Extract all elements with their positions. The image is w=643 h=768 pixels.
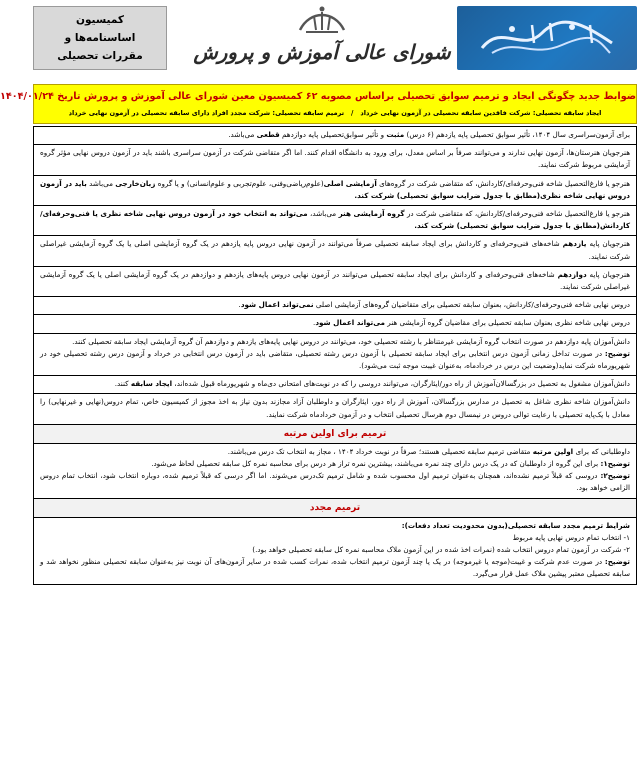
rule-item (33, 126, 637, 145)
rule-text: (علوم‌ریاضی‌وفنی، علوم‌تجربی و علوم‌انسانی) و یا گروه (155, 178, 324, 188)
rule-text: دانش‌آموزان مشغول به تحصیل در بزرگسالان‌آموزش از راه دور/ایثارگران، می‌توانند دروسی را که در نوبت‌های امتحانی دی‌ماه و شهریورماه قبول شده‌اند، (172, 379, 630, 389)
rule-emphasis: باید در آزمون دروس نهایی شاخه نظری(مطابق با جدول ضرایب سوابق تحصیلی) شرکت کند. (40, 178, 630, 200)
rule-text: می‌باشد. (228, 130, 257, 139)
rule-emphasis: می‌تواند اعمال شود (315, 318, 385, 328)
condition-item: ۲- شرکت در آزمون تمام دروس انتخاب شده (نمرات اخذ شده در این آزمون ملاک محاسبه نمره کل سابقه تحصیلی خواهد بود.) (252, 545, 630, 555)
subtitle-separator: / (351, 109, 354, 117)
note-text: در صورت عدم شرکت و غیبت(موجه یا غیرموجه) در یک یا چند آزمون ترمیم انتخاب شده، نمرات کسب شده در سایر آزمون‌های آن نوبت نیز به‌عنوان سابقه تحصیلی منظور نخواهد شد و سابقه تحصیلی معتبر پیشین ملاک عمل قرار می‌گیرد. (40, 557, 630, 579)
rule-text: داوطلبانی که برای (573, 446, 630, 456)
rule-item (33, 315, 637, 333)
commission-line: مقررات تحصیلی (57, 50, 143, 62)
rule-item (33, 267, 637, 297)
note-label: توضیح: (604, 348, 630, 358)
council-logo (457, 6, 637, 70)
rule-item (33, 376, 637, 394)
rule-text: هنرجویان پایه (586, 269, 630, 279)
rule-emphasis: ایجاد سابقه (130, 379, 173, 389)
rule-text: برای آزمون‌سراسری سال ۱۴۰۴، تأثیر سوابق تحصیلی پایه یازدهم (۶ درس) (404, 130, 630, 139)
rule-text: شاخه‌های فنی‌وحرفه‌ای و کاردانش برای ایجاد سابقه تحصیلی صرفاً می‌توانند در آزمون نهایی دروس پایه یازدهم در یک گروه آزمایشی اصلی یا یک گروه آزمایشی غیراصلی شرکت نمایند. (40, 239, 630, 261)
title-banner (0, 84, 637, 124)
rule-text: می‌باشد، (307, 209, 339, 219)
center-brand (177, 4, 467, 80)
rule-text: هنرجو یا فارغ‌التحصیل شاخه فنی‌وحرفه‌ای/کاردانش، که متقاضی شرکت در (404, 209, 630, 219)
rule-emphasis: یازدهم (562, 239, 587, 249)
calligraphy-logo-icon (472, 13, 622, 63)
rule-item (33, 334, 637, 377)
conditions-title: شرایط ترمیم مجدد سابقه تحصیلی(بدون محدودیت تعداد دفعات): (401, 520, 630, 530)
rule-emphasis: اولین مرتبه (532, 446, 574, 456)
condition-item: ۱- انتخاب تمام دروس نهایی پایه مربوط (512, 532, 630, 542)
note-label: توضیح۱: (600, 459, 630, 469)
rule-emphasis: نمی‌تواند اعمال شود (240, 300, 314, 310)
rule-item (33, 297, 637, 315)
subtitle-repair: ترمیم سابقه تحصیلی: شرکت مجدد افراد دارای سابقه تحصیلی در آزمون نهایی خرداد (68, 109, 345, 117)
rule-item (33, 394, 637, 424)
commission-box (33, 6, 167, 70)
rule-emphasis: مثبت (386, 130, 405, 139)
rule-text: کنند. (114, 379, 131, 389)
rule-text: می‌باشد (86, 178, 116, 188)
note-text: در صورت تداخل زمانی آزمون درس انتخابی برای ایجاد سابقه تحصیلی با آزمون درس رشته تحصیلی، متقاضی باید در آزمون درس انتخابی در خرداد و آزمون درس رشته تحصیلی خود در شهریورماه شرکت نماید(وضعیت این درس در خردادماه، به‌عنوان غیبت موجه ثبت می‌شود). (40, 348, 630, 371)
rule-text: و تأثیر سوابق‌تحصیلی پایه دوازدهم (279, 130, 387, 139)
page-header (27, 0, 643, 84)
rule-text: دانش‌آموزان شاخه نظری شاغل به تحصیل در مدارس بزرگسالان، آموزش از راه دور، ایثارگران و داوطلبان آزاد مجازند بدون نیاز به اخذ مجوز از کمیسیون خاص، تمام دروس(نهایی و غیرنهایی) را معادل با یک‌پایه تحصیلی با رعایت توالی دروس در نیمسال دوم هرسال تحصیلی انتخاب و در آزمون خردادماه شرکت نمایند. (40, 397, 630, 419)
rule-text: دروس نهایی شاخه فنی‌وحرفه‌ای/کاردانش، بعنوان سابقه تحصیلی برای متقاضیان گروه‌های آزمایشی اصلی (313, 300, 630, 310)
title-subtitle (34, 106, 636, 120)
note-text: دروسی که قبلاً ترمیم نشده‌اند، همچنان به‌عنوان ترمیم اول محسوب شده و شامل ترمیم تک‌درس می‌شوند. اما اگر درسی که قبلاً ترمیم شده، دوباره انتخاب شود، انتخاب تمام دروس الزامی خواهد بود. (40, 471, 630, 493)
brand-title: شورای عالی آموزش و پرورش (193, 40, 451, 64)
rule-item (33, 236, 637, 266)
rule-item (33, 206, 637, 236)
rule-text: دانش‌آموزان پایه دوازدهم در صورت انتخاب گروه آزمایشی غیرمتناظر با رشته تحصیلی خود، می‌توانند در دروس نهایی پایه‌های یازدهم و دوازدهم آن گروه آزمایشی ایجاد سابقه تحصیلی کنند. (72, 336, 630, 346)
rule-emphasis: زبان‌خارجی (115, 178, 156, 188)
rule-emphasis: دوازدهم (557, 269, 587, 279)
repeat-repair-body (33, 518, 637, 585)
rule-text: دروس نهایی شاخه نظری بعنوان سابقه تحصیلی برای مقاضیان گروه آزمایشی هنر (384, 318, 630, 328)
subtitle-create: ایجاد سابقه تحصیلی: شرکت فاقدین سابقه تحصیلی در آزمون نهایی خرداد (360, 109, 602, 117)
section-heading-repeat-repair: ترمیم مجدد (33, 499, 637, 518)
note-label: توضیح: (604, 557, 630, 567)
rules-list (33, 126, 637, 585)
commission-line: اساسنامه‌ها و (64, 32, 136, 44)
first-repair-body (33, 444, 637, 499)
note-label: توضیح۲: (600, 471, 630, 481)
rule-text: هنرجویان هنرستان‌ها، آزمون نهایی ندارند و می‌توانند صرفاً بر اساس معدل، برای ورود به دانشگاه اقدام کنند. اما اگر متقاضی شرکت در آزمون سراسری باشند باید در آزمون دروس نهایی مؤثر گروه آزمایشی مربوط شرکت نمایند. (40, 148, 630, 170)
rule-emphasis: می‌تواند به انتخاب خود در آزمون دروس نهایی شاخه نظری یا فنی‌وحرفه‌ای/کاردانش(مطابق با جدول ضرایب سوابق تحصیلی) شرکت کند. (40, 209, 630, 231)
rule-item (33, 176, 637, 206)
commission-line: کمیسیون (76, 14, 124, 26)
rule-item (33, 145, 637, 175)
rule-text: متقاضی ترمیم سابقه تحصیلی هستند؛ صرفاً در نوبت خرداد ۱۴۰۴ ، مجاز به انتخاب تک درس می‌باشند. (227, 446, 533, 456)
rule-text: . (238, 300, 241, 310)
rule-text: . (313, 318, 316, 328)
rule-text: هنرجو یا فارغ‌التحصیل شاخه فنی‌وحرفه‌ای/کاردانش، که متقاضی شرکت در گروه‌های (376, 178, 630, 188)
document-title: ضوابط جدید چگونگی ایجاد و ترمیم سوابق تحصیلی براساس مصوبه ۶۲ کمیسیون معین شورای عالی آموزش و پرورش تاریخ ۱۴۰۴/۰۱/۲۴ (0, 91, 636, 102)
rule-text: شاخه‌های فنی‌وحرفه‌ای و کاردانش برای ایجاد سابقه تحصیلی می‌توانند در آزمون نهایی دروس پایه‌های یازدهم و دوازدهم در یک گروه آزمایشی اصلی یا یک گروه آزمایشی غیراصلی شرکت نمایند. (40, 269, 630, 292)
emblem-icon (292, 4, 352, 38)
note-text: برای این گروه از داوطلبان که در یک درس دارای چند نمره می‌باشند، بیشترین نمره تراز هر درس برای محاسبه نمره کل سابقه تحصیلی لحاظ می‌شود. (151, 459, 601, 469)
section-heading-first-repair: ترمیم برای اولین مرتبه (33, 425, 637, 444)
rule-emphasis: قطعی (256, 130, 280, 139)
rule-text: هنرجویان پایه (586, 239, 630, 249)
rule-emphasis: آزمایشی اصلی (323, 178, 377, 188)
rule-emphasis: گروه آزمایشی هنر (338, 209, 405, 219)
